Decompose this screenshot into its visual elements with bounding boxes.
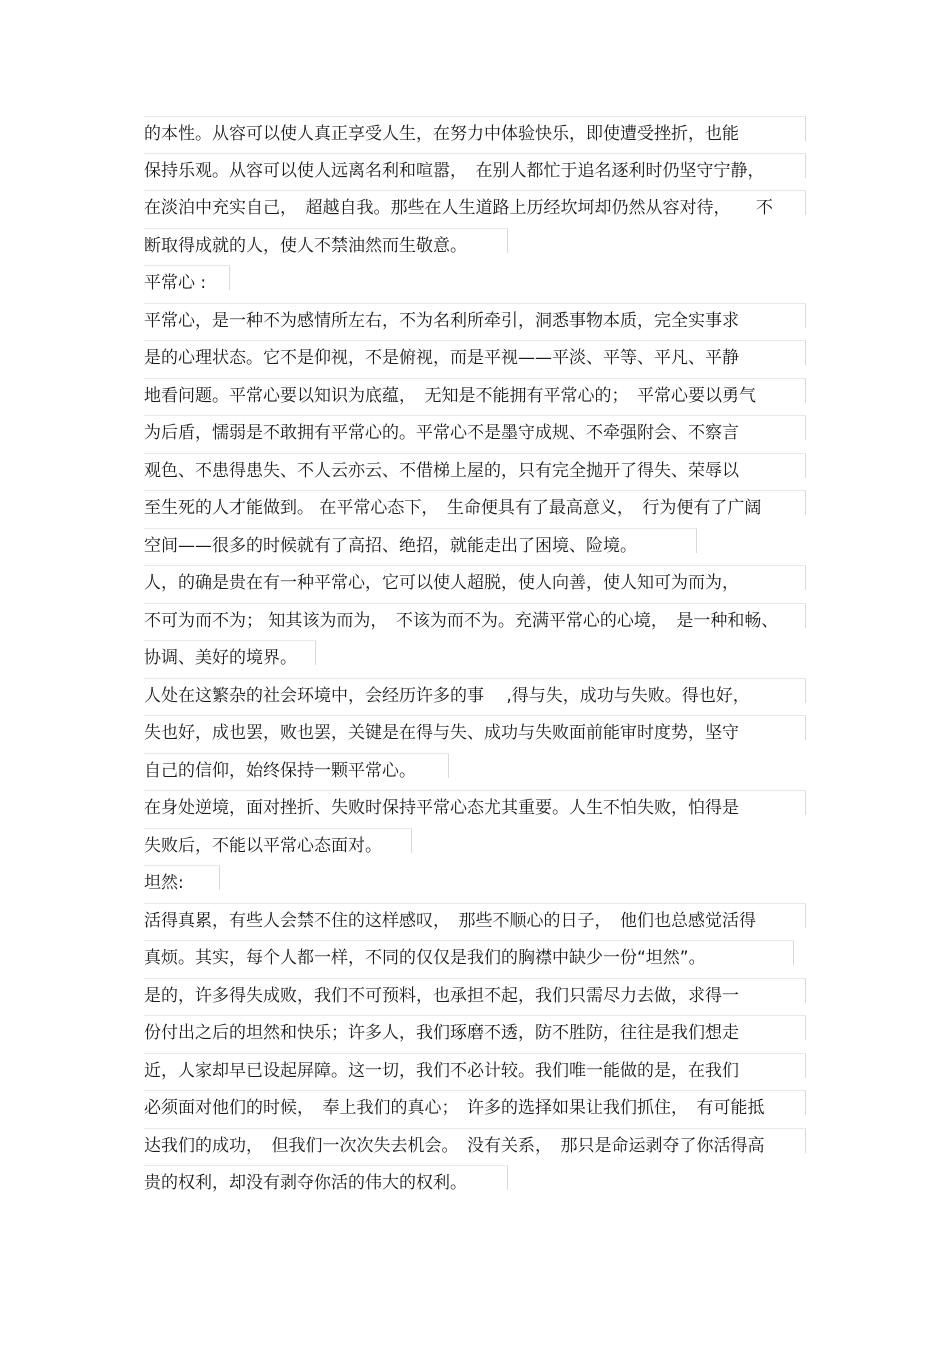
- text-line: [144, 1053, 806, 1089]
- text-line: [144, 715, 806, 751]
- line-text: 是的心理状态。它不是仰视，不是俯视，而是平视——平淡、平等、平凡、平静: [144, 348, 739, 368]
- text-line: [144, 565, 806, 601]
- line-text: 平常心，是一种不为感情所左右，不为名利所牵引，洞悉事物本质，完全实事求: [144, 311, 739, 331]
- text-line: [144, 828, 412, 864]
- section-heading: [144, 865, 220, 901]
- line-text: 不可为而不为； 知其该为而为， 不该为而不为。充满平常心的心境， 是一种和畅、: [144, 611, 779, 631]
- line-text: 真烦。其实，每个人都一样，不同的仅仅是我们的胸襟中缺少一份“坦然”。: [144, 948, 706, 968]
- line-text: 的本性。从容可以使人真正享受人生，在努力中体验快乐，即使遭受挫折，也能: [144, 124, 739, 144]
- line-text: 活得真累，有些人会禁不住的这样感叹， 那些不顺心的日子， 他们也总感觉活得: [144, 911, 756, 931]
- line-text: 平常心 :: [144, 273, 207, 293]
- text-line: [144, 116, 806, 152]
- line-text: 份付出之后的坦然和快乐；许多人，我们琢磨不透，防不胜防，往往是我们想走: [144, 1023, 739, 1043]
- line-text: 自己的信仰，始终保持一颗平常心。: [144, 761, 416, 781]
- line-text: 失败后，不能以平常心态面对。: [144, 836, 382, 856]
- text-line: [144, 303, 806, 339]
- text-line: [144, 1128, 806, 1164]
- line-text: 在淡泊中充实自己， 超越自我。那些在人生道路上历经坎坷却仍然从容对待， 不: [144, 198, 773, 218]
- text-line: [144, 603, 806, 639]
- line-text: 保持乐观。从容可以使人远离名利和喧嚣， 在别人都忙于追名逐利时仍坚守宁静，: [144, 161, 765, 181]
- line-text: 空间——很多的时候就有了高招、绝招，就能走出了困境、险境。: [144, 536, 637, 556]
- text-line: [144, 490, 806, 526]
- text-line: [144, 528, 697, 564]
- text-line: [144, 228, 508, 264]
- text-line: [144, 640, 316, 676]
- text-line: [144, 1015, 806, 1051]
- text-line: [144, 978, 806, 1014]
- line-text: 为后盾，懦弱是不敢拥有平常心的。平常心不是墨守成规、不牵强附会、不察言: [144, 423, 739, 443]
- line-text: 协调、美好的境界。: [144, 648, 297, 668]
- line-text: 观色、不患得患失、不人云亦云、不借梯上屋的，只有完全抛开了得失、荣辱以: [144, 461, 739, 481]
- text-line: [144, 190, 806, 226]
- line-text: 是的，许多得失成败，我们不可预料，也承担不起，我们只需尽力去做，求得一: [144, 986, 739, 1006]
- line-text: 地看问题。平常心要以知识为底蕴， 无知是不能拥有平常心的； 平常心要以勇气: [144, 386, 756, 406]
- line-text: 人，的确是贵在有一种平常心，它可以使人超脱，使人向善，使人知可为而为，: [144, 573, 739, 593]
- text-line: [144, 378, 806, 414]
- text-line: [144, 790, 806, 826]
- section-heading: [144, 265, 230, 301]
- text-line: [144, 153, 806, 189]
- text-line: [144, 1090, 806, 1126]
- line-text: 近，人家却早已设起屏障。这一切，我们不必计较。我们唯一能做的是，在我们: [144, 1061, 739, 1081]
- text-line: [144, 678, 806, 714]
- line-text: 在身处逆境，面对挫折、失败时保持平常心态尤其重要。人生不怕失败，怕得是: [144, 798, 739, 818]
- line-text: 达我们的成功， 但我们一次次失去机会。 没有关系， 那只是命运剥夺了你活得高: [144, 1136, 765, 1156]
- text-line: [144, 340, 806, 376]
- text-line: [144, 453, 806, 489]
- text-line: [144, 1165, 508, 1201]
- text-line: [144, 753, 449, 789]
- line-text: 坦然:: [144, 873, 184, 893]
- line-text: 失也好，成也罢，败也罢，关键是在得与失、成功与失败面前能审时度势，坚守: [144, 723, 739, 743]
- line-text: 必须面对他们的时候， 奉上我们的真心； 许多的选择如果让我们抓住， 有可能抵: [144, 1098, 765, 1118]
- line-text: 人处在这繁杂的社会环境中，会经历许多的事 ,得与失，成功与失败。得也好，: [144, 686, 750, 706]
- line-text: 至生死的人才能做到。 在平常心态下， 生命便具有了最高意义， 行为便有了广阔: [144, 498, 762, 518]
- text-line: [144, 903, 806, 939]
- text-line: [144, 940, 794, 976]
- text-line: [144, 415, 806, 451]
- line-text: 贵的权利，却没有剥夺你活的伟大的权利。: [144, 1173, 467, 1193]
- line-text: 断取得成就的人，使人不禁油然而生敬意。: [144, 236, 467, 256]
